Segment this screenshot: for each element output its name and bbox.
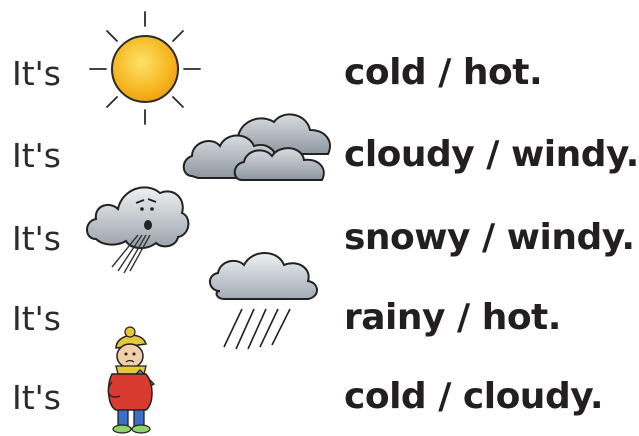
row-phrase: snowy / windy. — [344, 217, 635, 258]
cold-boy-icon — [96, 326, 170, 434]
wind-cloud-icon — [82, 173, 192, 283]
row-lead-text: It's — [12, 299, 61, 338]
weather-row-5 — [0, 366, 639, 436]
rain-cloud-icon — [202, 247, 326, 355]
row-phrase: cold / cloudy. — [344, 376, 604, 417]
row-lead-text: It's — [12, 378, 61, 417]
row-lead-text: It's — [12, 54, 61, 93]
row-lead-text: It's — [12, 136, 61, 175]
row-phrase: cloudy / windy. — [344, 134, 639, 175]
row-phrase: cold / hot. — [344, 52, 543, 93]
cloud-icon — [178, 102, 338, 192]
row-phrase: rainy / hot. — [344, 297, 561, 338]
row-lead-text: It's — [12, 219, 61, 258]
